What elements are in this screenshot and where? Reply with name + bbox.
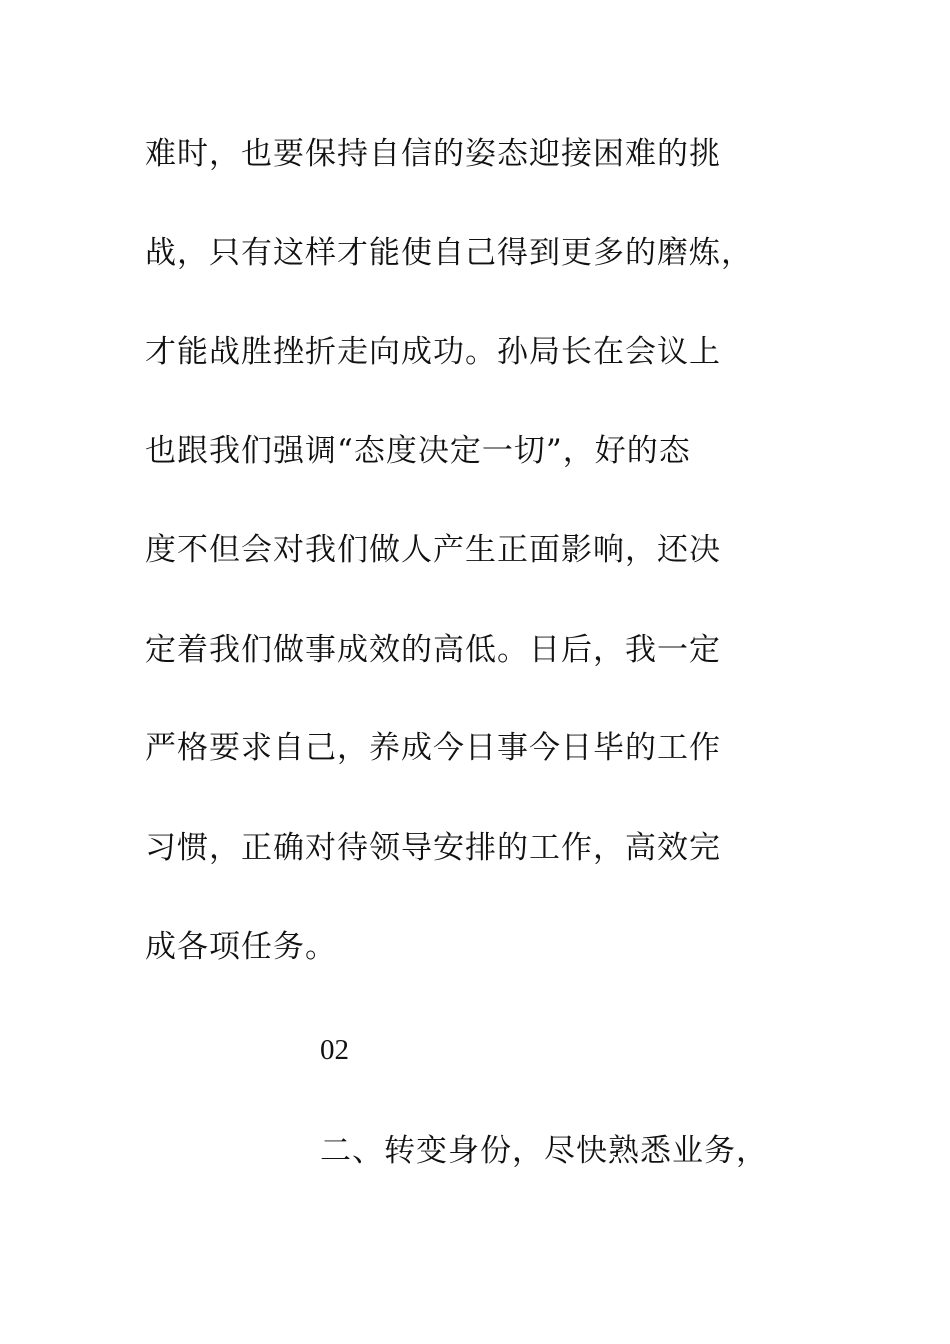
- paragraph-line-7: 严格要求自己，养成今日事今日毕的工作: [145, 730, 721, 766]
- paragraph-line-9: 成各项任务。: [145, 929, 337, 965]
- paragraph-line-2: 战，只有这样才能使自己得到更多的磨炼，: [145, 235, 753, 271]
- section-number: 02: [320, 1034, 349, 1066]
- paragraph-line-3: 才能战胜挫折走向成功。孙局长在会议上: [145, 334, 721, 370]
- paragraph-line-6: 定着我们做事成效的高低。日后，我一定: [145, 632, 721, 668]
- paragraph-line-1: 难时，也要保持自信的姿态迎接困难的挑: [145, 136, 721, 172]
- paragraph-line-5: 度不但会对我们做人产生正面影响，还决: [145, 532, 721, 568]
- paragraph-line-4: 也跟我们强调“态度决定一切”，好的态: [145, 433, 691, 469]
- section-heading: 二、转变身份，尽快熟悉业务，: [320, 1133, 768, 1169]
- paragraph-line-8: 习惯，正确对待领导安排的工作，高效完: [145, 830, 721, 866]
